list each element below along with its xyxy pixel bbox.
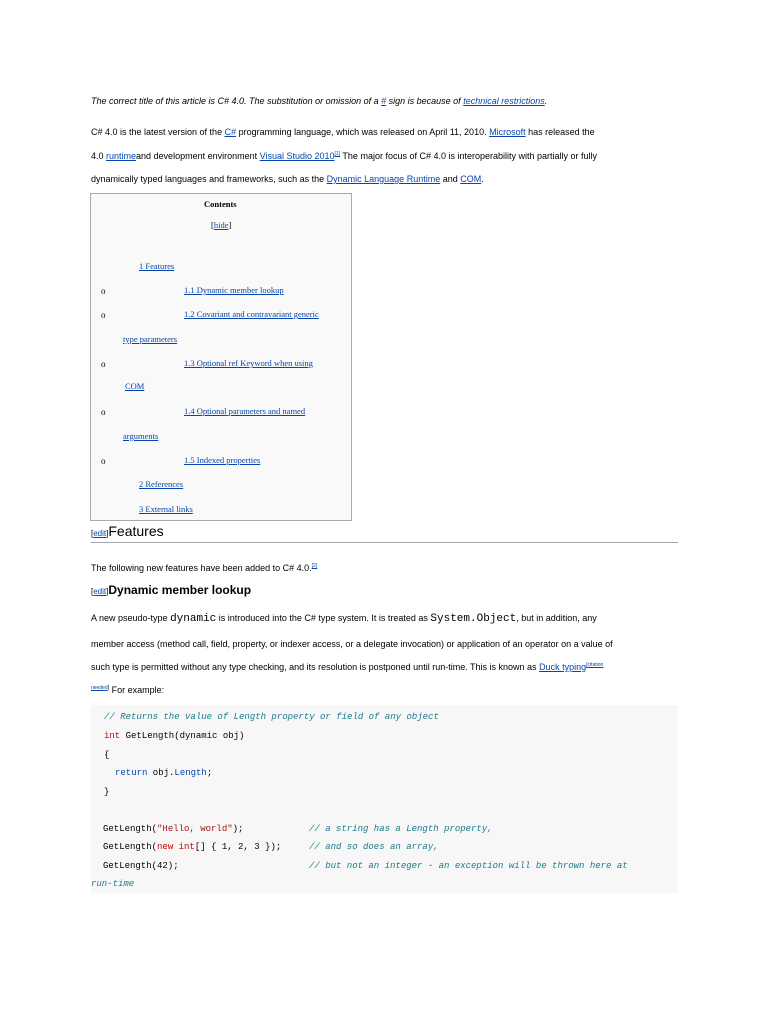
citation-bracket: ] [107, 685, 110, 691]
csharp-link[interactable]: C# [224, 127, 237, 137]
code-line [104, 731, 244, 741]
duck-typing-link[interactable]: Duck typing [539, 662, 587, 672]
features-heading [91, 523, 164, 539]
code-comment: // and so does an array, [309, 842, 439, 852]
code-text: GetLength( [103, 824, 158, 834]
body-text: For example: [109, 685, 165, 695]
intro-line-2 [91, 151, 597, 161]
hatnote [91, 96, 547, 106]
toc-item-optional-params-cont[interactable]: arguments [123, 431, 159, 441]
code-comment: run-time [91, 879, 135, 889]
toc-item-covariant[interactable]: 1.2 Covariant and contravariant generic [184, 309, 319, 319]
toc-item-optional-params[interactable]: 1.4 Optional parameters and named [184, 406, 306, 416]
toc-bullet: o [101, 359, 106, 369]
dynamic-lookup-line-3 [91, 662, 603, 672]
citation-needed-link[interactable]: [citation [586, 662, 604, 668]
dynamic-lookup-heading [91, 583, 251, 597]
dynamic-lookup-line-2 [91, 639, 613, 649]
body-text: such type is permitted without any type checking, and its resolution is postponed until run-time. This is known as [91, 662, 540, 672]
toc-item-features[interactable]: 1 Features [139, 261, 175, 271]
bracket: [ [91, 529, 94, 538]
dynamic-lookup-title: Dynamic member lookup [108, 583, 252, 597]
bracket: ] [106, 529, 109, 538]
citation-needed-link-cont[interactable]: needed [91, 685, 108, 691]
bracket: [ [211, 220, 214, 230]
toc-item-references[interactable]: 2 References [139, 479, 184, 489]
intro-line-1 [91, 127, 595, 137]
intro-text: dynamically typed languages and frameworks, such as the [91, 174, 327, 184]
microsoft-link[interactable]: Microsoft [489, 127, 526, 137]
toc-item-optional-ref[interactable]: 1.3 Optional ref Keyword when using [184, 358, 313, 368]
runtime-link[interactable]: runtime [106, 151, 137, 161]
edit-features-link[interactable]: edit [93, 529, 107, 538]
code-text: GetLength(dynamic obj) [120, 731, 245, 741]
code-line [103, 842, 281, 852]
table-of-contents [90, 193, 352, 521]
edit-section-link [91, 529, 108, 538]
intro-text: programming language, which was released on April 11, 2010. [236, 127, 490, 137]
dlr-link[interactable]: Dynamic Language Runtime [326, 174, 441, 184]
toc-item-external-links[interactable]: 3 External links [139, 504, 193, 514]
reference-1[interactable]: [1] [334, 151, 341, 157]
toc-hide-link[interactable]: hide [213, 220, 229, 230]
intro-line-3 [91, 174, 484, 184]
bracket: ] [106, 587, 109, 596]
toc-bullet: o [101, 407, 106, 417]
hatnote-middle: sign is because of [386, 96, 464, 106]
code-text: obj. [147, 768, 175, 778]
toc-item-indexed-properties[interactable]: 1.5 Indexed properties [184, 455, 261, 465]
inline-code-system-object: System.Object [430, 613, 517, 625]
toc-item-optional-ref-cont[interactable]: COM [125, 381, 145, 391]
toc-hide-control [211, 220, 231, 230]
code-line [115, 768, 212, 778]
code-comment: // a string has a Length property, [309, 824, 493, 834]
edit-section-link [91, 587, 108, 596]
code-property: Length [174, 768, 207, 778]
intro-text: and development environment [136, 151, 260, 161]
inline-code-dynamic: dynamic [170, 613, 217, 625]
body-text: is introduced into the C# type system. It is treated as [216, 613, 431, 623]
toc-item-covariant-cont[interactable]: type parameters [123, 334, 178, 344]
toc-bullet: o [101, 310, 106, 320]
code-block [91, 705, 678, 893]
code-text: ); [232, 824, 244, 834]
code-keyword: int [104, 731, 121, 741]
code-string: "Hello, world" [157, 824, 233, 834]
hatnote-suffix: . [544, 96, 548, 106]
body-text: member access (method call, field, property, or indexer access, or a delegate invocation) or application of an operator on a value of [91, 639, 613, 649]
reference-2[interactable]: [2] [311, 563, 318, 569]
technical-restrictions-link[interactable]: technical restrictions [463, 96, 545, 106]
toc-title: Contents [204, 199, 237, 209]
edit-dynamic-lookup-link[interactable]: edit [93, 587, 107, 596]
code-line: { [104, 750, 110, 760]
hash-link[interactable]: # [381, 96, 387, 106]
body-text: A new pseudo-type [91, 613, 171, 623]
code-keyword: new [157, 842, 174, 852]
heading-divider [91, 542, 678, 543]
bracket: [ [91, 587, 94, 596]
toc-bullet: o [101, 286, 106, 296]
code-comment: // Returns the value of Length property or field of any object [104, 712, 439, 722]
code-line: GetLength(42); [103, 861, 179, 871]
toc-item-dynamic-member-lookup[interactable]: 1.1 Dynamic member lookup [184, 285, 284, 295]
code-line [103, 824, 243, 834]
code-text: [] { 1, 2, 3 }); [194, 842, 282, 852]
code-text: ; [206, 768, 213, 778]
hatnote-prefix: The correct title of this article is C# 4.0. The substitution or omission of a [91, 96, 382, 106]
com-link[interactable]: COM [460, 174, 482, 184]
body-text: , but in addition, any [516, 613, 597, 623]
code-text: GetLength( [103, 842, 158, 852]
features-title: Features [108, 523, 164, 539]
code-comment: // but not an integer - an exception will be thrown here at [309, 861, 628, 871]
code-keyword: int [178, 842, 195, 852]
features-text: The following new features have been added to C# 4.0. [91, 563, 312, 573]
code-line: } [104, 787, 110, 797]
intro-text: . [481, 174, 484, 184]
intro-text: C# 4.0 is the latest version of the [91, 127, 225, 137]
features-intro [91, 563, 317, 573]
visual-studio-link[interactable]: Visual Studio 2010 [259, 151, 335, 161]
dynamic-lookup-line-1 [91, 613, 597, 625]
intro-text: has released the [525, 127, 595, 137]
dynamic-lookup-line-4 [91, 685, 164, 695]
intro-text: and [440, 174, 461, 184]
toc-bullet: o [101, 456, 106, 466]
intro-text: 4.0 [91, 151, 107, 161]
bracket: ] [228, 220, 232, 230]
code-keyword: return [115, 768, 148, 778]
intro-text: The major focus of C# 4.0 is interoperability with partially or fully [340, 151, 598, 161]
